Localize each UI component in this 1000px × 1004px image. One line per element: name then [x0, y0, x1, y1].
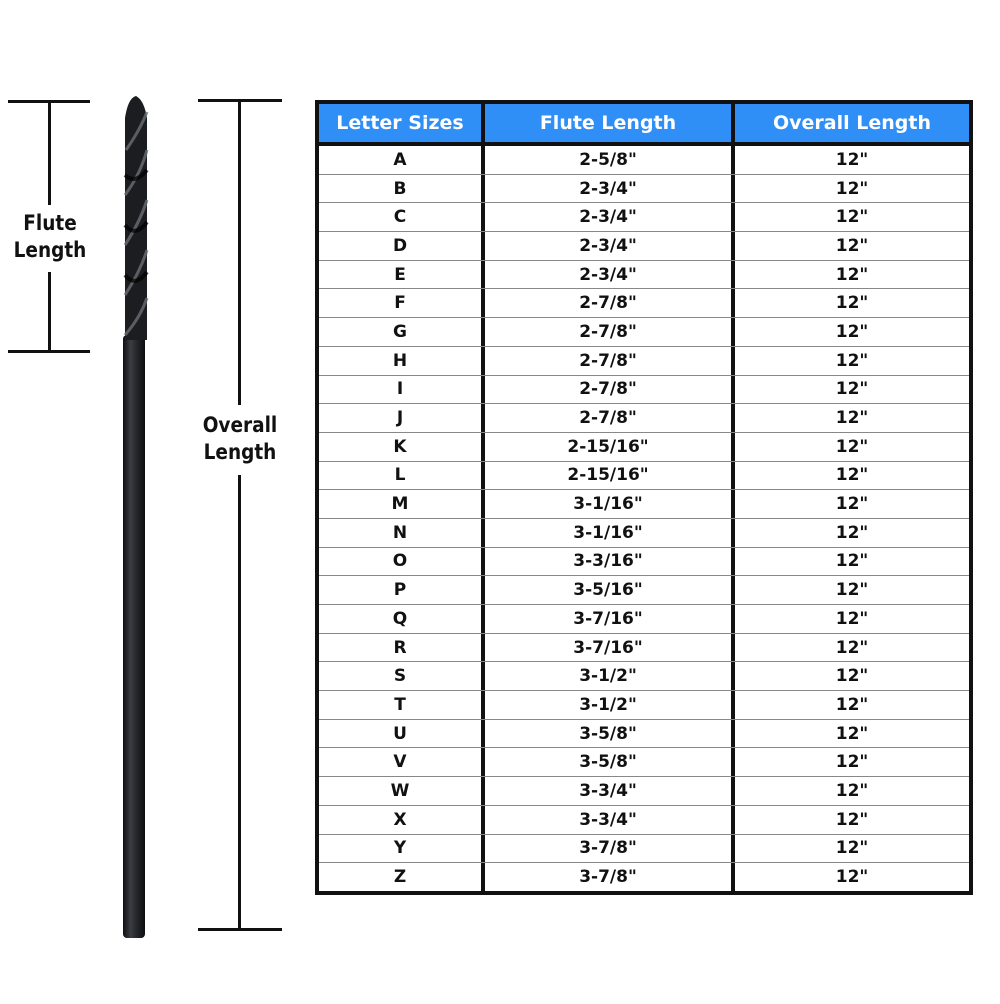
cell-overall-length: 12"	[835, 752, 869, 773]
flute-label-line1: Flute	[23, 211, 77, 235]
cell-letter-size: K	[319, 433, 485, 461]
cell-overall-length: 12"	[835, 551, 869, 572]
cell-overall-length: 12"	[835, 321, 869, 342]
table-body	[319, 146, 969, 891]
cell-letter-size: Z	[319, 863, 485, 891]
cell-flute-length: 3-3/16"	[485, 548, 735, 576]
cell-overall-length: 12"	[835, 350, 869, 371]
table-row	[319, 634, 969, 663]
overall-dim-line-lower	[238, 475, 241, 930]
letter-size-chart	[315, 100, 973, 895]
cell-letter-size: V	[319, 748, 485, 776]
table-row	[319, 490, 969, 519]
overall-length-label	[194, 412, 286, 466]
cell-overall-length: 12"	[835, 408, 869, 429]
drill-bit-illustration	[0, 0, 300, 1000]
cell-overall-length: 12"	[835, 666, 869, 687]
cell-letter-size: U	[319, 720, 485, 748]
cell-letter-size: D	[319, 232, 485, 260]
cell-flute-length: 2-3/4"	[485, 175, 735, 203]
cell-letter-size: M	[319, 490, 485, 518]
cell-letter-size: C	[319, 203, 485, 231]
cell-overall-length: 12"	[835, 494, 869, 515]
cell-overall-length: 12"	[835, 780, 869, 801]
flute-length-label	[6, 210, 94, 264]
cell-letter-size: Y	[319, 835, 485, 863]
cell-flute-length: 3-1/16"	[485, 519, 735, 547]
cell-letter-size: A	[319, 146, 485, 174]
table-row	[319, 462, 969, 491]
cell-flute-length: 2-3/4"	[485, 261, 735, 289]
table-row	[319, 232, 969, 261]
table-row	[319, 576, 969, 605]
table-row	[319, 289, 969, 318]
cell-letter-size: E	[319, 261, 485, 289]
cell-flute-length: 2-15/16"	[485, 433, 735, 461]
cell-letter-size: J	[319, 404, 485, 432]
cell-flute-length: 3-7/16"	[485, 605, 735, 633]
cell-overall-length: 12"	[835, 723, 869, 744]
overall-label-line2: Length	[203, 440, 277, 464]
cell-overall-length: 12"	[835, 436, 869, 457]
cell-overall-length: 12"	[835, 465, 869, 486]
cell-overall-length: 12"	[835, 580, 869, 601]
cell-letter-size: B	[319, 175, 485, 203]
cell-letter-size: R	[319, 634, 485, 662]
cell-flute-length: 3-3/4"	[485, 806, 735, 834]
cell-flute-length: 3-7/8"	[485, 835, 735, 863]
table-row	[319, 662, 969, 691]
table-row	[319, 261, 969, 290]
cell-letter-size: Q	[319, 605, 485, 633]
table-row	[319, 175, 969, 204]
table-row	[319, 777, 969, 806]
cell-overall-length: 12"	[835, 293, 869, 314]
table-row	[319, 203, 969, 232]
cell-overall-length: 12"	[835, 694, 869, 715]
flute-dim-bottom-tick	[8, 350, 90, 353]
cell-flute-length: 2-7/8"	[485, 318, 735, 346]
table-row	[319, 605, 969, 634]
table-row	[319, 720, 969, 749]
cell-flute-length: 2-3/4"	[485, 232, 735, 260]
cell-flute-length: 2-3/4"	[485, 203, 735, 231]
overall-label-line1: Overall	[202, 413, 278, 437]
cell-overall-length: 12"	[835, 838, 869, 859]
cell-flute-length: 2-15/16"	[485, 462, 735, 490]
table-header	[319, 104, 969, 146]
cell-overall-length: 12"	[835, 207, 869, 228]
cell-flute-length: 3-5/8"	[485, 720, 735, 748]
table-row	[319, 519, 969, 548]
cell-overall-length: 12"	[835, 149, 869, 170]
table-row	[319, 146, 969, 175]
cell-letter-size: G	[319, 318, 485, 346]
cell-flute-length: 3-7/8"	[485, 863, 735, 891]
table-row	[319, 318, 969, 347]
cell-flute-length: 3-3/4"	[485, 777, 735, 805]
cell-letter-size: T	[319, 691, 485, 719]
cell-letter-size: I	[319, 376, 485, 404]
header-letter-sizes: Letter Sizes	[319, 104, 485, 146]
cell-overall-length: 12"	[835, 379, 869, 400]
cell-flute-length: 3-1/16"	[485, 490, 735, 518]
cell-flute-length: 2-7/8"	[485, 404, 735, 432]
cell-overall-length: 12"	[835, 608, 869, 629]
cell-letter-size: X	[319, 806, 485, 834]
table-row	[319, 376, 969, 405]
table-row	[319, 691, 969, 720]
drill-bit-graphic	[0, 0, 300, 1000]
header-flute-length: Flute Length	[485, 104, 735, 146]
flute-label-line2: Length	[13, 238, 87, 262]
table-row	[319, 347, 969, 376]
cell-overall-length: 12"	[835, 235, 869, 256]
cell-flute-length: 3-1/2"	[485, 691, 735, 719]
cell-letter-size: P	[319, 576, 485, 604]
cell-overall-length: 12"	[835, 867, 869, 888]
header-overall-length: Overall Length	[735, 104, 969, 146]
cell-flute-length: 3-5/8"	[485, 748, 735, 776]
cell-flute-length: 2-7/8"	[485, 289, 735, 317]
overall-dim-bottom-tick	[198, 928, 282, 931]
cell-overall-length: 12"	[835, 178, 869, 199]
overall-dim-line-upper	[238, 100, 241, 405]
cell-flute-length: 2-7/8"	[485, 347, 735, 375]
cell-letter-size: H	[319, 347, 485, 375]
table-row	[319, 404, 969, 433]
cell-letter-size: O	[319, 548, 485, 576]
flute-dim-line-upper	[48, 100, 51, 205]
cell-overall-length: 12"	[835, 809, 869, 830]
cell-flute-length: 2-5/8"	[485, 146, 735, 174]
table-row	[319, 835, 969, 864]
table-row	[319, 548, 969, 577]
cell-letter-size: L	[319, 462, 485, 490]
cell-letter-size: S	[319, 662, 485, 690]
cell-letter-size: W	[319, 777, 485, 805]
cell-flute-length: 2-7/8"	[485, 376, 735, 404]
cell-flute-length: 3-7/16"	[485, 634, 735, 662]
cell-flute-length: 3-1/2"	[485, 662, 735, 690]
cell-letter-size: F	[319, 289, 485, 317]
cell-overall-length: 12"	[835, 522, 869, 543]
table-row	[319, 863, 969, 891]
cell-flute-length: 3-5/16"	[485, 576, 735, 604]
cell-overall-length: 12"	[835, 637, 869, 658]
cell-letter-size: N	[319, 519, 485, 547]
cell-overall-length: 12"	[835, 264, 869, 285]
table-row	[319, 748, 969, 777]
table-row	[319, 806, 969, 835]
flute-dim-line-lower	[48, 272, 51, 352]
drill-shank	[123, 335, 145, 938]
table-row	[319, 433, 969, 462]
